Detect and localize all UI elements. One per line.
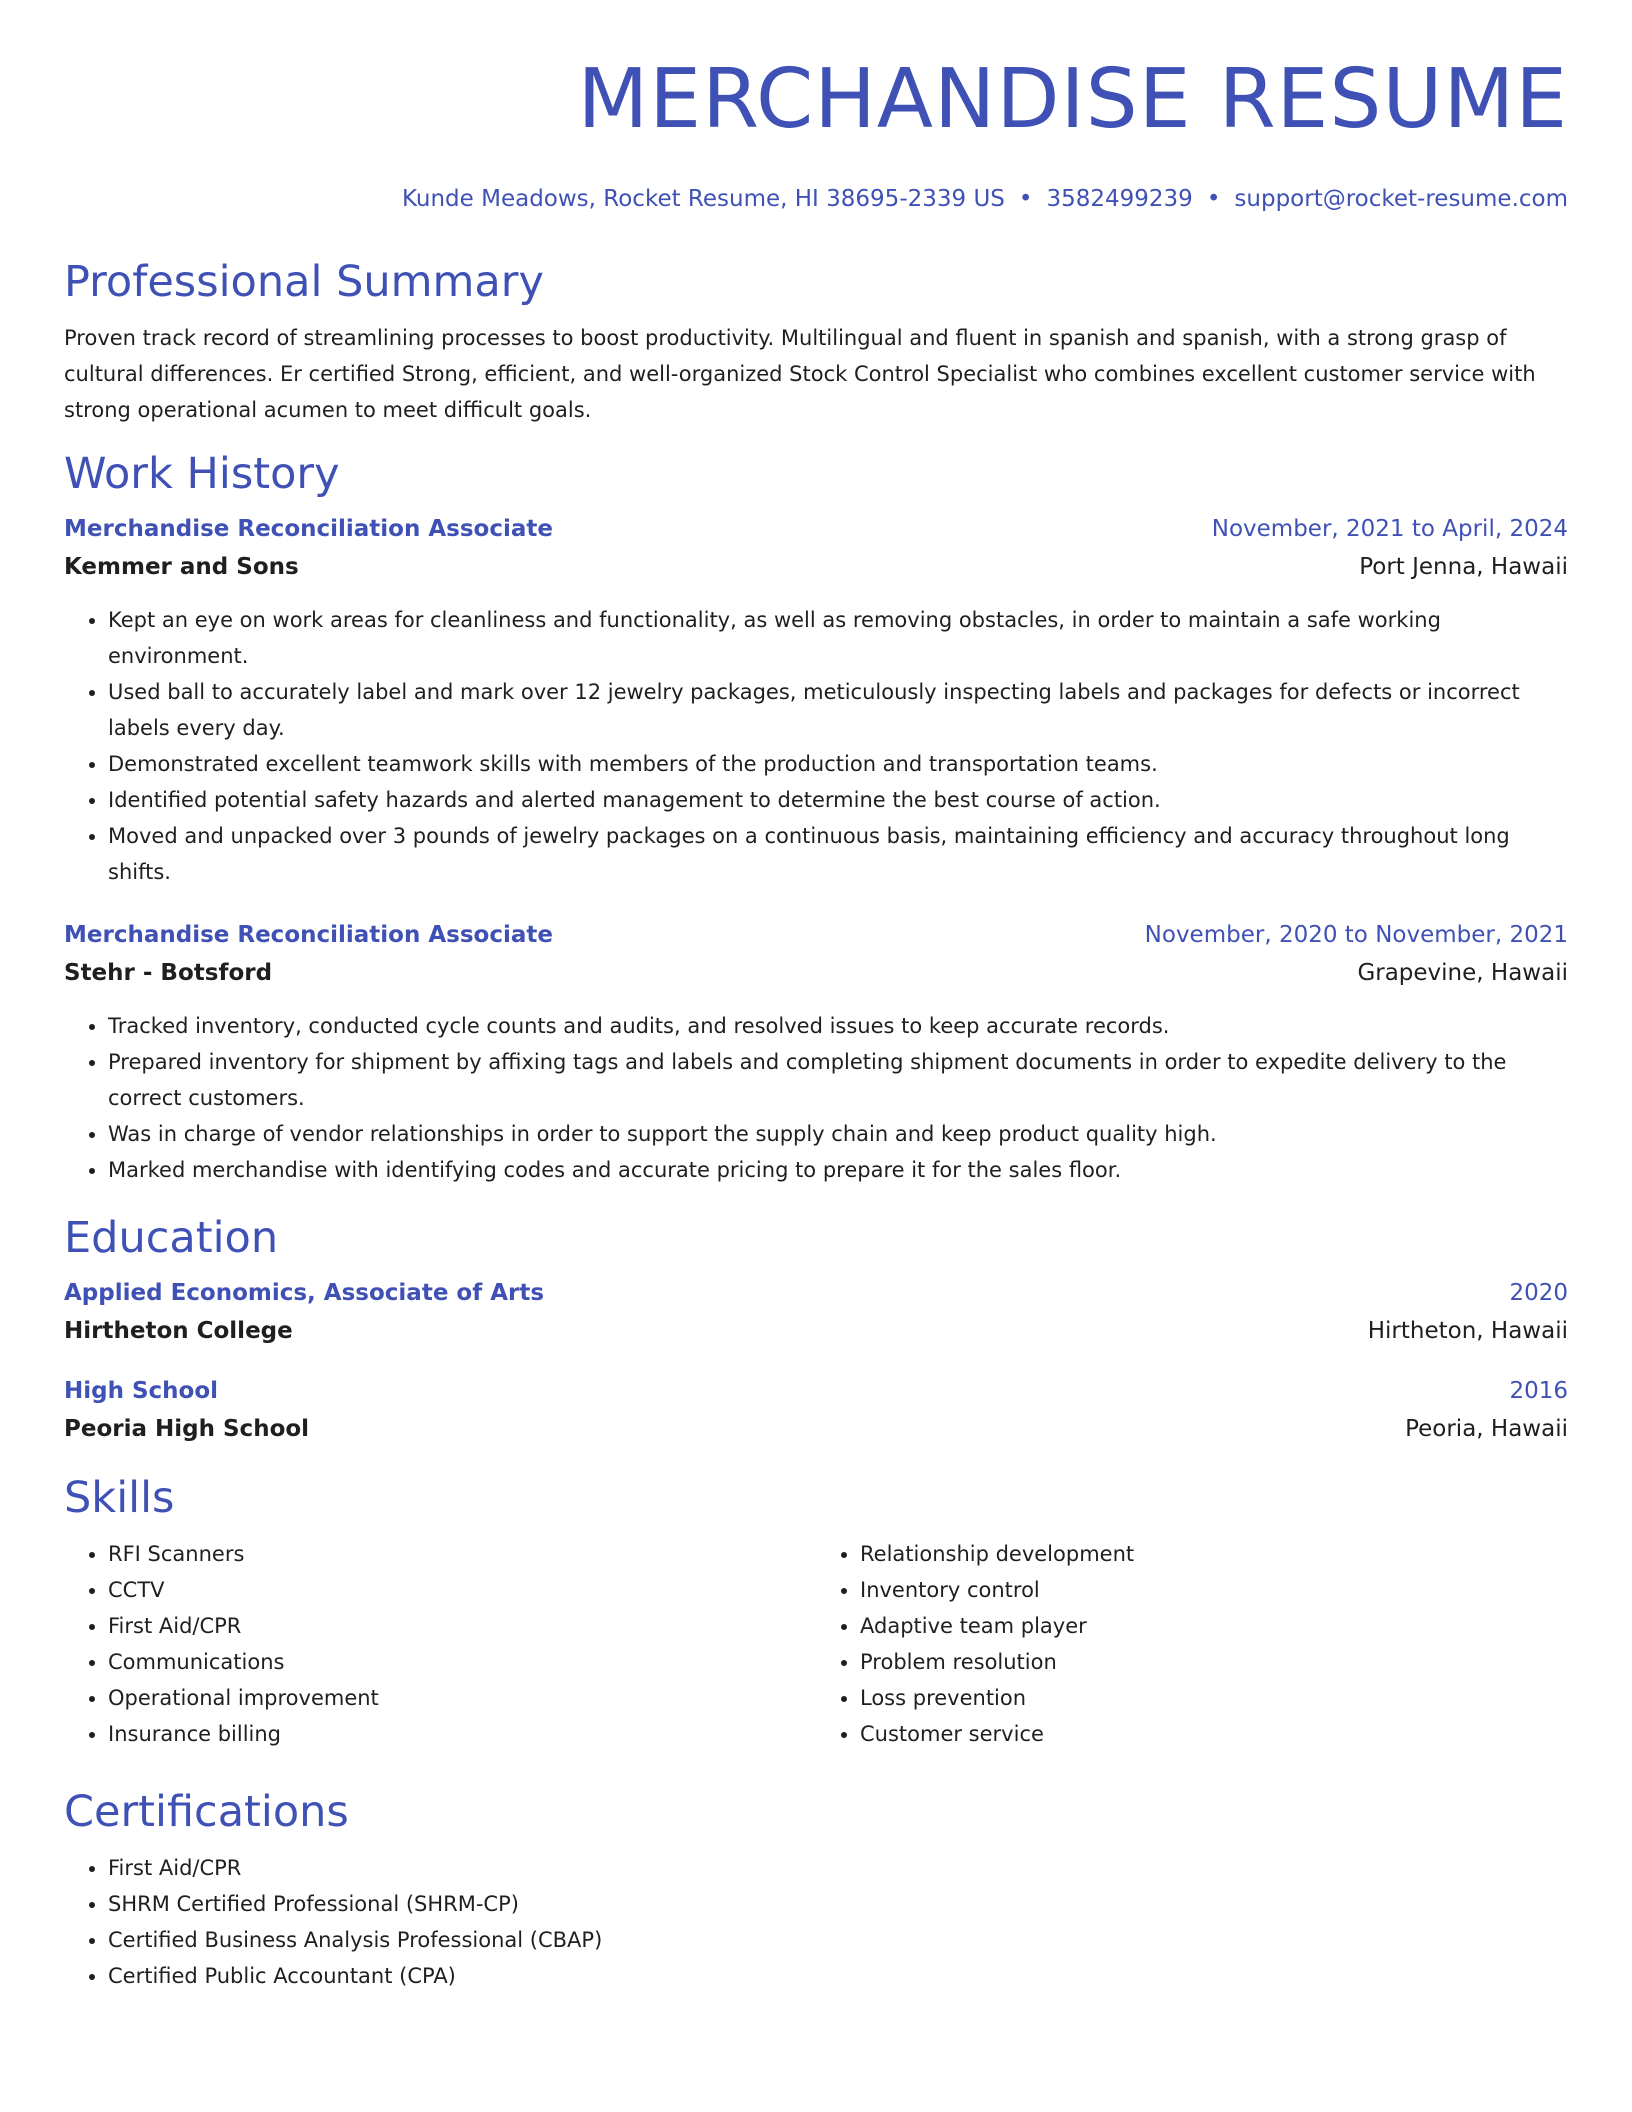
education-location: Hirtheton, Hawaii [1367, 1318, 1568, 1344]
skill-item: • CCTV [108, 1572, 816, 1608]
skill-item: • First Aid/CPR [108, 1608, 816, 1644]
job-company: Kemmer and Sons [64, 554, 299, 580]
work-history-heading: Work History [64, 449, 340, 499]
skill-item: • Communications [108, 1644, 816, 1680]
summary-text: Proven track record of streamlining processes to boost productivity. Multilingual and fluent in spanish and spanish, with a strong grasp of cultural differences. Er certified Strong, efficient, and well-organized Stock Control Specialist who combines excellent customer service with strong operational acumen to meet difficult goals. [64, 326, 1536, 422]
education-location: Peoria, Hawaii [1405, 1416, 1568, 1442]
education-header-row [64, 1376, 1568, 1406]
job-bullet-list [64, 602, 1568, 890]
skill-item: • Problem resolution [860, 1644, 1568, 1680]
resume-title: MERCHANDISE RESUME [577, 52, 1568, 147]
education-heading: Education [64, 1213, 279, 1263]
education-school: Hirtheton College [64, 1318, 293, 1344]
contact-separator: • [1206, 186, 1221, 212]
certification-item: • First Aid/CPR [108, 1850, 1568, 1886]
job-role: Merchandise Reconciliation Associate [64, 922, 553, 948]
skill-item: • Insurance billing [108, 1716, 816, 1752]
job-dates: November, 2020 to November, 2021 [1144, 922, 1568, 948]
education-degree: High School [64, 1378, 219, 1404]
job-header-row [64, 514, 1568, 544]
job-company-row [64, 958, 1568, 988]
job-header-row [64, 920, 1568, 950]
job-role: Merchandise Reconciliation Associate [64, 516, 553, 542]
job-bullet: • Marked merchandise with identifying codes and accurate pricing to prepare it for the sales floor. [108, 1152, 1568, 1188]
job-bullet-list [64, 1008, 1568, 1188]
education-year: 2020 [1509, 1280, 1568, 1306]
job-bullet: • Used ball to accurately label and mark over 12 jewelry packages, meticulously inspecting labels and packages for defects or incorrect labels every day. [108, 674, 1568, 746]
education-entry [64, 1376, 1568, 1444]
skill-item: • RFI Scanners [108, 1536, 816, 1572]
education-school: Peoria High School [64, 1416, 310, 1442]
certifications-heading: Certifications [64, 1787, 349, 1837]
education-school-row [64, 1414, 1568, 1444]
skill-item: • Adaptive team player [860, 1608, 1568, 1644]
job-location: Port Jenna, Hawaii [1359, 554, 1568, 580]
job-entry [64, 920, 1568, 1188]
contact-line [64, 184, 1568, 214]
job-bullet: • Demonstrated excellent teamwork skills with members of the production and transportation teams. [108, 746, 1568, 782]
contact-phone[interactable]: 3582499239 [1046, 186, 1193, 212]
skill-item: • Operational improvement [108, 1680, 816, 1716]
certification-item: • Certified Business Analysis Professional (CBAP) [108, 1922, 1568, 1958]
job-location: Grapevine, Hawaii [1357, 960, 1568, 986]
skill-item: • Inventory control [860, 1572, 1568, 1608]
skill-item: • Loss prevention [860, 1680, 1568, 1716]
job-bullet: • Kept an eye on work areas for cleanliness and functionality, as well as removing obstacles, in order to maintain a safe working environment. [108, 602, 1568, 674]
contact-address: Kunde Meadows, Rocket Resume, HI 38695-2339 US [401, 186, 1005, 212]
job-dates: November, 2021 to April, 2024 [1211, 516, 1568, 542]
certification-item: • Certified Public Accountant (CPA) [108, 1958, 1568, 1994]
job-bullet: • Prepared inventory for shipment by affixing tags and labels and completing shipment documents in order to expedite delivery to the correct customers. [108, 1044, 1568, 1116]
contact-separator: • [1018, 186, 1033, 212]
education-entry [64, 1278, 1568, 1346]
skills-list-right [816, 1536, 1568, 1752]
skill-item: • Customer service [860, 1716, 1568, 1752]
job-bullet: • Moved and unpacked over 3 pounds of jewelry packages on a continuous basis, maintaining efficiency and accuracy throughout long shifts. [108, 818, 1568, 890]
skills-grid [64, 1536, 1568, 1752]
job-company: Stehr - Botsford [64, 960, 273, 986]
summary-heading: Professional Summary [64, 257, 544, 307]
job-bullet: • Identified potential safety hazards and alerted management to determine the best course of action. [108, 782, 1568, 818]
skills-list-left [64, 1536, 816, 1752]
skill-item: • Relationship development [860, 1536, 1568, 1572]
education-year: 2016 [1509, 1378, 1568, 1404]
skills-heading: Skills [64, 1473, 175, 1523]
education-school-row [64, 1316, 1568, 1346]
contact-email[interactable]: support@rocket-resume.com [1234, 186, 1568, 212]
job-entry [64, 514, 1568, 890]
job-company-row [64, 552, 1568, 582]
certifications-list [64, 1850, 1568, 1994]
job-bullet: • Tracked inventory, conducted cycle counts and audits, and resolved issues to keep accurate records. [108, 1008, 1568, 1044]
job-bullet: • Was in charge of vendor relationships in order to support the supply chain and keep product quality high. [108, 1116, 1568, 1152]
education-header-row [64, 1278, 1568, 1308]
certification-item: • SHRM Certified Professional (SHRM-CP) [108, 1886, 1568, 1922]
education-degree: Applied Economics, Associate of Arts [64, 1280, 545, 1306]
